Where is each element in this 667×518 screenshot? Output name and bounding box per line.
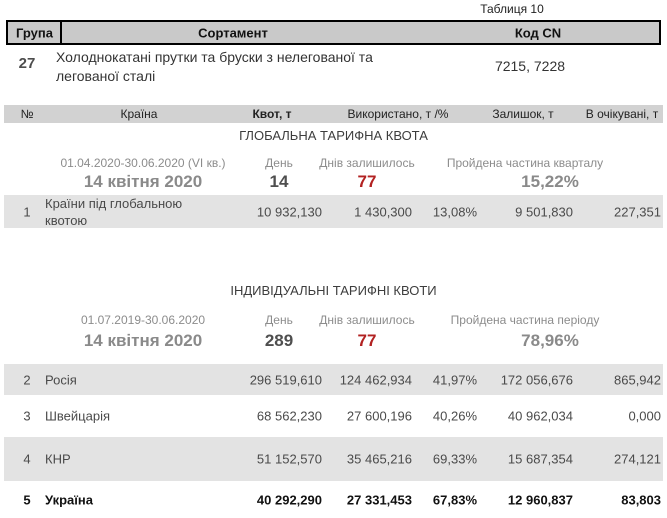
row-remainder: 172 056,676 xyxy=(500,372,573,387)
global-info-labels xyxy=(0,156,667,170)
table-row xyxy=(4,364,663,395)
row-used-percent: 67,83% xyxy=(432,492,477,507)
row-number: 1 xyxy=(23,204,31,219)
row-expected: 227,351 xyxy=(614,204,661,219)
column-header-expected: В очікувані, т xyxy=(585,107,659,121)
column-header-country: Країна xyxy=(120,107,158,121)
row-expected: 0,000 xyxy=(628,408,661,424)
row-expected: 865,942 xyxy=(614,372,661,387)
row-used: 27 600,196 xyxy=(346,408,412,424)
row-used: 1 430,300 xyxy=(354,204,412,219)
row-number: 5 xyxy=(23,492,31,507)
row-used-percent: 69,33% xyxy=(432,451,477,467)
row-used-percent: 13,08% xyxy=(432,204,477,219)
row-expected: 83,803 xyxy=(621,492,661,507)
global-period-label: 01.04.2020-30.06.2020 (VI кв.) xyxy=(60,156,226,170)
row-quota: 10 932,130 xyxy=(256,204,322,219)
individual-days-left-value: 77 xyxy=(357,331,377,350)
row-number: 3 xyxy=(23,408,31,424)
group-header-code: Код CN xyxy=(514,25,562,40)
global-progress-label: Пройдена частина кварталу xyxy=(446,156,604,170)
individual-days-left-label: Днів залишилось xyxy=(319,313,415,327)
row-used: 27 331,453 xyxy=(346,492,412,507)
table-row xyxy=(4,437,663,481)
global-info-values xyxy=(0,172,667,194)
row-remainder: 9 501,830 xyxy=(515,204,573,219)
row-country: Країни під глобальною квотою xyxy=(45,195,183,228)
global-progress-value: 15,22% xyxy=(521,172,579,191)
individual-info-values xyxy=(0,331,667,355)
product-group-number: 27 xyxy=(18,55,36,72)
row-quota: 296 519,610 xyxy=(249,372,322,387)
row-used-percent: 41,97% xyxy=(432,372,477,387)
column-header-quota: Квот, т xyxy=(252,107,292,121)
row-number: 2 xyxy=(23,372,31,387)
individual-period-label: 01.07.2019-30.06.2020 xyxy=(80,313,206,327)
column-header-band xyxy=(4,105,663,123)
row-remainder: 12 960,837 xyxy=(507,492,573,507)
global-days-left-value: 77 xyxy=(357,172,377,191)
row-used: 124 462,934 xyxy=(339,372,412,387)
row-quota: 68 562,230 xyxy=(256,408,322,424)
individual-section-title: ІНДИВІДУАЛЬНІ ТАРИФНІ КВОТИ xyxy=(230,283,437,298)
group-header-band xyxy=(6,20,661,45)
row-quota: 40 292,290 xyxy=(256,492,322,507)
row-number: 4 xyxy=(23,451,31,467)
individual-day-value: 289 xyxy=(264,331,294,350)
group-header-sortament: Сортамент xyxy=(198,25,268,40)
table-row xyxy=(4,195,663,228)
row-used: 35 465,216 xyxy=(346,451,412,467)
global-days-left-label: Днів залишилось xyxy=(319,156,415,170)
row-quota: 51 152,570 xyxy=(256,451,322,467)
row-remainder: 15 687,354 xyxy=(507,451,573,467)
global-date-value: 14 квітня 2020 xyxy=(83,172,203,191)
global-day-value: 14 xyxy=(269,172,289,191)
table-caption: Таблиця 10 xyxy=(480,2,544,16)
group-header-group: Група xyxy=(16,25,53,40)
individual-progress-label: Пройдена частина періоду xyxy=(450,313,600,327)
table-row xyxy=(4,395,663,437)
row-country: Росія xyxy=(45,372,77,387)
individual-progress-value: 78,96% xyxy=(521,331,579,350)
column-header-used: Використано, т /% xyxy=(347,107,449,121)
column-header-remainder: Залишок, т xyxy=(492,107,554,121)
column-header-num: № xyxy=(20,107,34,121)
header-divider xyxy=(60,22,62,43)
global-day-label: День xyxy=(265,156,293,170)
row-country: Швейцарія xyxy=(45,408,110,424)
table-row xyxy=(4,481,663,518)
row-expected: 274,121 xyxy=(614,451,661,467)
global-section-title: ГЛОБАЛЬНА ТАРИФНА КВОТА xyxy=(239,128,428,143)
product-name: Холоднокатані прутки та бруски з нелегованої та легованої сталі xyxy=(56,49,373,84)
row-country: КНР xyxy=(45,451,71,467)
product-cn-code: 7215, 7228 xyxy=(494,58,566,74)
individual-info-labels xyxy=(0,313,667,327)
individual-day-label: День xyxy=(265,313,293,327)
row-remainder: 40 962,034 xyxy=(507,408,573,424)
row-used-percent: 40,26% xyxy=(432,408,477,424)
row-country: Україна xyxy=(45,492,94,507)
individual-date-value: 14 квітня 2020 xyxy=(83,331,203,350)
